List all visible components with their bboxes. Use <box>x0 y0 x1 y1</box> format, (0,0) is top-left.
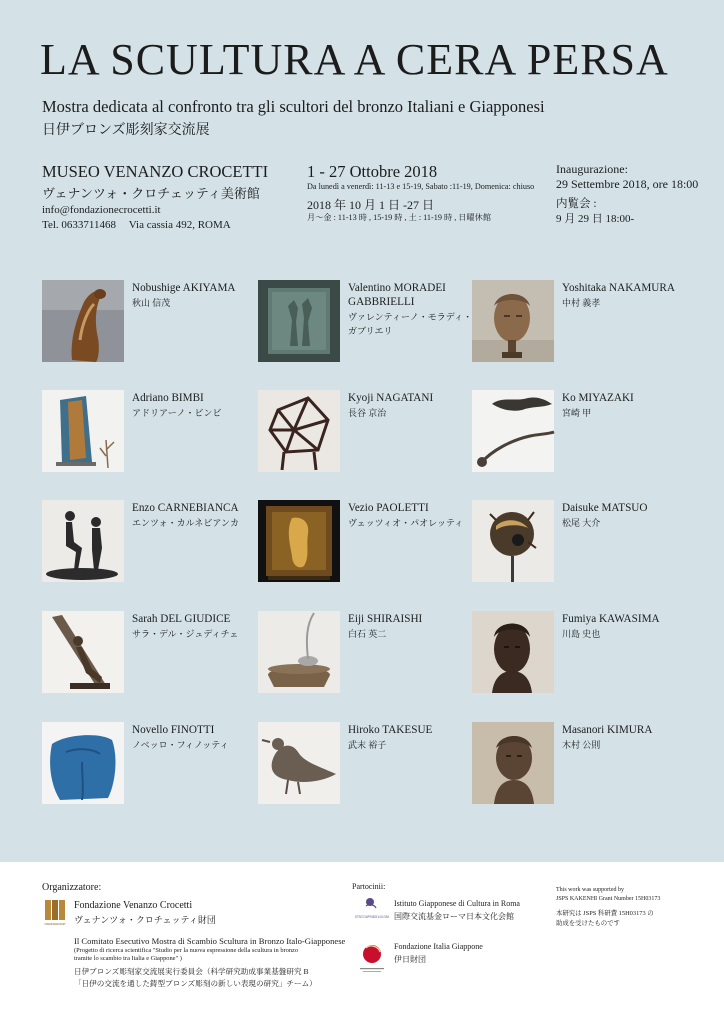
artist-name-jp: ヴェッツィオ・パオレッティ <box>348 518 464 528</box>
sculpture-photo-akiyama <box>42 280 124 362</box>
artist-card <box>258 390 478 475</box>
artist-card <box>42 280 262 365</box>
exhibition-dates: 1 - 27 Ottobre 2018 <box>307 162 438 181</box>
museum-address: Via cassia 492, ROMA <box>128 219 231 231</box>
artist-name: Daisuke MATSUO <box>562 502 648 514</box>
artist-card <box>258 722 478 807</box>
sculpture-photo-nagatani <box>258 390 340 472</box>
sculpture-photo-bimbi <box>42 390 124 472</box>
artist-name-jp: エンツォ・カルネビアンカ <box>132 518 240 528</box>
museum-name: MUSEO VENANZO CROCETTI <box>42 162 269 181</box>
crocetti-foundation-logo <box>44 898 89 936</box>
grant-note: This work was supported by <box>556 887 624 893</box>
artist-name-jp: 川島 史也 <box>562 629 601 639</box>
artist-card <box>258 611 478 696</box>
sculpture-photo-miyazaki <box>472 390 554 472</box>
artist-card <box>472 390 692 475</box>
artist-name-jp: 木村 公則 <box>562 740 601 750</box>
artist-name: Yoshitaka NAKAMURA <box>562 282 675 294</box>
executive-committee-jp: 日伊ブロンズ彫刻家交流展実行委員会（科学研究助成事業基盤研究 B <box>74 967 309 976</box>
artist-name-jp: アドリアーノ・ビンビ <box>132 408 222 418</box>
artist-name-jp: ノベッロ・フィノッティ <box>132 740 229 750</box>
inauguration-label: Inaugurazione: <box>556 162 628 176</box>
crocetti-foundation-name-jp: ヴェナンツォ・クロチェッティ財団 <box>74 915 216 925</box>
grant-note-jp-2: 助成を受けたものです <box>556 920 620 927</box>
sculpture-photo-carnebianca <box>42 500 124 582</box>
poster-title: LA SCULTURA A CERA PERSA <box>40 35 669 84</box>
artist-name-jp: 中村 義孝 <box>562 298 601 308</box>
istituto-giapponese-name-jp: 国際交流基金ローマ日本文化会館 <box>394 912 514 921</box>
artist-card <box>472 611 692 696</box>
sculpture-photo-finotti <box>42 722 124 804</box>
inauguration-date-jp: 9 月 29 日 18:00- <box>556 213 635 225</box>
sculpture-photo-moradei <box>258 280 340 362</box>
artist-card <box>42 722 262 807</box>
museum-email-link[interactable]: info@fondazionecrocetti.it <box>42 204 161 216</box>
executive-committee: Il Comitato Esecutivo Mostra di Scambio Scultura in Bronzo Italo-Giapponese <box>74 936 346 946</box>
research-project-jp: 「日伊の交流を通した鋳型ブロンズ彫刻の新しい表現の研究」チーム） <box>74 979 317 988</box>
artist-name: Fumiya KAWASIMA <box>562 613 660 625</box>
artist-name: Masanori KIMURA <box>562 724 653 736</box>
artist-card <box>42 611 262 696</box>
fondazione-italia-giappone-logo <box>354 938 390 976</box>
fondazione-italia-giappone-name-jp: 伊日財団 <box>394 955 426 964</box>
sculpture-photo-shiraishi <box>258 611 340 693</box>
artist-name: Enzo CARNEBIANCA <box>132 502 239 514</box>
inauguration-label-jp: 内覧会 : <box>556 198 597 210</box>
organizers-label: Organizzatore: <box>42 882 102 893</box>
fondazione-italia-giappone-name: Fondazione Italia Giappone <box>394 942 483 951</box>
artist-name-jp: 宮崎 甲 <box>562 408 592 418</box>
exhibition-dates-jp: 2018 年 10 月 1 日 -27 日 <box>307 198 434 212</box>
artist-name: Kyoji NAGATANI <box>348 392 434 404</box>
artist-name-jp: ヴァレンティーノ・モラディ・ガブリエリ <box>348 312 473 336</box>
crocetti-logo-text: FONDAZIONE VENANZO CROCETTI <box>44 923 89 926</box>
istituto-giapponese-logo <box>354 896 390 932</box>
artist-name: Adriano BIMBI <box>132 392 204 404</box>
artist-card <box>42 390 262 475</box>
artist-card <box>472 280 692 365</box>
artist-name-jp: 武末 裕子 <box>348 740 387 750</box>
opening-hours-jp: 月～金 : 11-13 時 , 15-19 時 , 土 : 11-19 時 , 日曜休館 <box>307 213 492 222</box>
artist-name: Valentino MORADEI GABBRIELLI <box>348 282 446 308</box>
sponsors-footer <box>0 862 724 1023</box>
museum-phone: Tel. 0633711468 <box>42 219 116 231</box>
artist-name: Eiji SHIRAISHI <box>348 613 423 625</box>
artist-name: Sarah DEL GIUDICE <box>132 613 231 625</box>
grant-number: JSPS KAKENHI Grant Number 15H03173 <box>556 896 661 902</box>
artist-name: Novello FINOTTI <box>132 724 215 736</box>
poster-subtitle: Mostra dedicata al confronto tra gli scultori del bronzo Italiani e Giapponesi <box>42 97 545 116</box>
inauguration-date: 29 Settembre 2018, ore 18:00 <box>556 177 699 191</box>
istituto-logo-text: ISTITUTO GIAPPONESE di CULTURA <box>355 915 390 919</box>
museum-contact <box>42 219 231 231</box>
artist-card <box>472 500 692 585</box>
artist-name-jp: 松尾 大介 <box>562 518 601 528</box>
artist-name: Hiroko TAKESUE <box>348 724 433 736</box>
grant-note-jp: 本研究は JSPS 科研費 15H03173 の <box>556 910 654 917</box>
sculpture-photo-kimura <box>472 722 554 804</box>
artist-name-jp: サラ・デル・ジュディチェ <box>132 629 239 639</box>
artist-card <box>472 722 692 807</box>
artist-name: Vezio PAOLETTI <box>348 502 429 514</box>
artist-card <box>258 500 478 585</box>
istituto-giapponese-name: Istituto Giapponese di Cultura in Roma <box>394 899 520 908</box>
artist-name-jp: 白石 英二 <box>348 629 387 639</box>
patrons-label: Partocinii: <box>352 882 386 891</box>
artist-name-jp: 長谷 京治 <box>348 408 387 418</box>
sculpture-photo-takesue <box>258 722 340 804</box>
sculpture-photo-del-giudice <box>42 611 124 693</box>
artist-name: Ko MIYAZAKI <box>562 392 634 404</box>
artist-card <box>258 280 478 365</box>
crocetti-foundation-name: Fondazione Venanzo Crocetti <box>74 900 193 911</box>
opening-hours: Da lunedì a venerdì: 11-13 e 15-19, Sabato :11-19, Domenica: chiuso <box>307 182 535 191</box>
artist-name-jp: 秋山 信茂 <box>132 298 171 308</box>
sculpture-photo-paoletti <box>258 500 340 582</box>
sculpture-photo-nakamura <box>472 280 554 362</box>
museum-name-jp: ヴェナンツォ・クロチェッティ美術館 <box>42 186 260 201</box>
sculpture-photo-matsuo <box>472 500 554 582</box>
research-project: (Progetto di ricerca scientifica "Studio per la nuova espressione della scultura in bronzo tramite lo scambio tra Italia e Giappone" ) <box>74 947 299 962</box>
poster-subtitle-jp: 日伊ブロンズ彫刻家交流展 <box>42 123 210 138</box>
sculpture-photo-kawasima <box>472 611 554 693</box>
artist-card <box>42 500 262 585</box>
artist-name: Nobushige AKIYAMA <box>132 282 236 294</box>
